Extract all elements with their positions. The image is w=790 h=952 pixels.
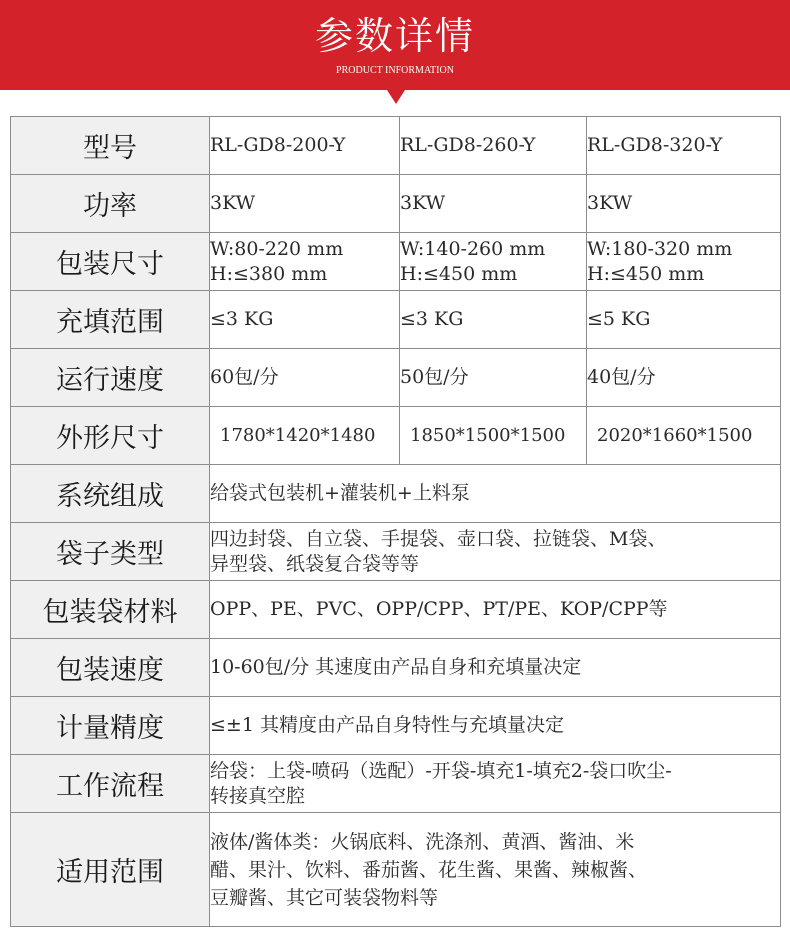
- workflow-line-1: 给袋：上袋-喷码（选配）-开袋-填充1-填充2-袋口吹尘-: [210, 759, 672, 782]
- pack-size-height: H:≤380 mm: [210, 262, 328, 285]
- application-line-3: 豆瓣酱、其它可装袋物料等: [210, 886, 439, 909]
- table-row-model: [11, 117, 781, 175]
- table-row-pack-speed: [11, 639, 781, 697]
- pack-size-height: H:≤450 mm: [400, 262, 518, 285]
- row-label-pack-speed: 包装速度: [11, 639, 210, 697]
- table-row-system: [11, 465, 781, 523]
- dimensions-value-1: 1780*1420*1480: [210, 407, 400, 465]
- row-label-bag-type: 袋子类型: [11, 523, 210, 581]
- application-line-2: 醋、果汁、饮料、番茄酱、花生酱、果酱、辣椒酱、: [210, 858, 648, 881]
- run-speed-value-3: 40包/分: [587, 349, 781, 407]
- row-label-fill-range: 充填范围: [11, 291, 210, 349]
- row-label-application: 适用范围: [11, 813, 210, 927]
- table-row-power: [11, 175, 781, 233]
- spec-table: [10, 116, 781, 927]
- row-label-workflow: 工作流程: [11, 755, 210, 813]
- table-row-bag-material: [11, 581, 781, 639]
- pack-size-width: W:180-320 mm: [587, 237, 733, 260]
- fill-range-value-2: ≤3 KG: [400, 291, 587, 349]
- dimensions-value-3: 2020*1660*1500: [587, 407, 781, 465]
- precision-value: ≤±1 其精度由产品自身特性与充填量决定: [210, 697, 781, 755]
- workflow-value: [210, 755, 781, 813]
- power-value-3: 3KW: [587, 175, 781, 233]
- table-row-workflow: [11, 755, 781, 813]
- model-value-2: RL-GD8-260-Y: [400, 117, 587, 175]
- pack-size-value-1: [210, 233, 400, 291]
- application-value: [210, 813, 781, 927]
- pack-size-value-3: [587, 233, 781, 291]
- bag-material-value: OPP、PE、PVC、OPP/CPP、PT/PE、KOP/CPP等: [210, 581, 781, 639]
- run-speed-value-2: 50包/分: [400, 349, 587, 407]
- bag-type-line-2: 异型袋、纸袋复合袋等等: [210, 552, 420, 575]
- page-subtitle: PRODUCT INFORMATION: [336, 65, 454, 76]
- row-label-pack-size: 包装尺寸: [11, 233, 210, 291]
- row-label-model: 型号: [11, 117, 210, 175]
- power-value-2: 3KW: [400, 175, 587, 233]
- model-value-1: RL-GD8-200-Y: [210, 117, 400, 175]
- fill-range-value-3: ≤5 KG: [587, 291, 781, 349]
- table-row-application: [11, 813, 781, 927]
- header-banner: [0, 0, 790, 90]
- dimensions-value-2: 1850*1500*1500: [400, 407, 587, 465]
- application-line-1: 液体/酱体类：火锅底料、洗涤剂、黄酒、酱油、米: [210, 830, 635, 853]
- table-row-fill-range: [11, 291, 781, 349]
- workflow-line-2: 转接真空腔: [210, 784, 306, 807]
- bag-type-line-1: 四边封袋、自立袋、手提袋、壶口袋、拉链袋、M袋、: [210, 527, 667, 550]
- row-label-run-speed: 运行速度: [11, 349, 210, 407]
- table-row-pack-size: [11, 233, 781, 291]
- page-title: 参数详情: [314, 14, 475, 58]
- row-label-system: 系统组成: [11, 465, 210, 523]
- system-value: 给袋式包装机+灌装机+上料泵: [210, 465, 781, 523]
- table-row-dimensions: [11, 407, 781, 465]
- row-label-dimensions: 外形尺寸: [11, 407, 210, 465]
- banner-notch: [387, 90, 405, 104]
- pack-size-value-2: [400, 233, 587, 291]
- table-row-run-speed: [11, 349, 781, 407]
- pack-size-height: H:≤450 mm: [587, 262, 705, 285]
- power-value-1: 3KW: [210, 175, 400, 233]
- fill-range-value-1: ≤3 KG: [210, 291, 400, 349]
- pack-size-width: W:140-260 mm: [400, 237, 546, 260]
- row-label-power: 功率: [11, 175, 210, 233]
- model-value-3: RL-GD8-320-Y: [587, 117, 781, 175]
- row-label-bag-material: 包装袋材料: [11, 581, 210, 639]
- table-row-bag-type: [11, 523, 781, 581]
- table-row-precision: [11, 697, 781, 755]
- pack-speed-value: 10-60包/分 其速度由产品自身和充填量决定: [210, 639, 781, 697]
- bag-type-value: [210, 523, 781, 581]
- run-speed-value-1: 60包/分: [210, 349, 400, 407]
- row-label-precision: 计量精度: [11, 697, 210, 755]
- pack-size-width: W:80-220 mm: [210, 237, 344, 260]
